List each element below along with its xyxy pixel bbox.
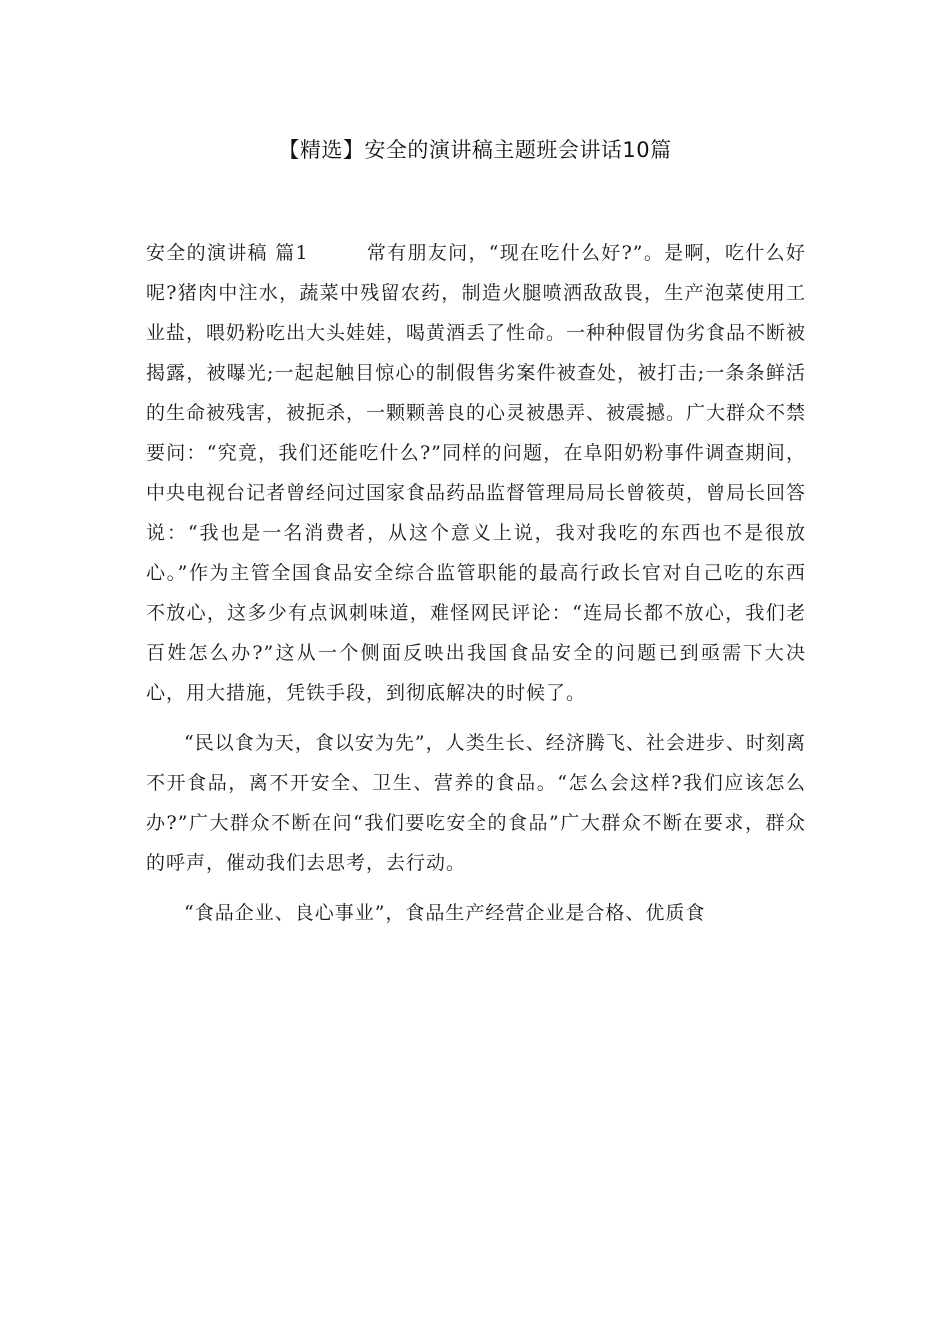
paragraph-1 (146, 233, 806, 713)
paragraph-1-text: 常有朋友问，“现在吃什么好?”。是啊，吃什么好呢?猪肉中注水，蔬菜中残留农药，制造火腿喷洒敌敌畏，生产泡菜使用工业盐，喂奶粉吃出大头娃娃，喝黄酒丢了性命。一种种假冒伪劣食品不断被揭露，被曝光;一起起触目惊心的制假售劣案件被查处，被打击;一条条鲜活的生命被残害，被扼杀，一颗颗善良的心灵被愚弄、被震撼。广大群众不禁要问：“究竟，我们还能吃什么?”同样的问题，在阜阳奶粉事件调查期间，中央电视台记者曾经问过国家食品药品监督管理局局长曾筱萸，曾局长回答说：“我也是一名消费者，从这个意义上说，我对我吃的东西也不是很放心。”作为主管全国食品安全综合监管职能的最高行政长官对自己吃的东西不放心，这多少有点讽刺味道，难怪网民评论：“连局长都不放心，我们老百姓怎么办?”这从一个侧面反映出我国食品安全的问题已到亟需下大决心，用大措施，凭铁手段，到彻底解决的时候了。 (146, 242, 807, 704)
document-body (146, 233, 806, 943)
section-label: 安全的演讲稿 篇1 (146, 242, 309, 264)
document-title: 【精选】安全的演讲稿主题班会讲话10篇 (278, 138, 672, 162)
paragraph-3: “食品企业、良心事业”，食品生产经营企业是合格、优质食 (184, 902, 706, 924)
paragraph-2: “民以食为天，食以安为先”，人类生长、经济腾飞、社会进步、时刻离不开食品，离不开安全、卫生、营养的食品。“怎么会这样?我们应该怎么办?”广大群众不断在问“我们要吃安全的食品”广大群众不断在要求，群众的呼声，催动我们去思考，去行动。 (146, 732, 806, 874)
